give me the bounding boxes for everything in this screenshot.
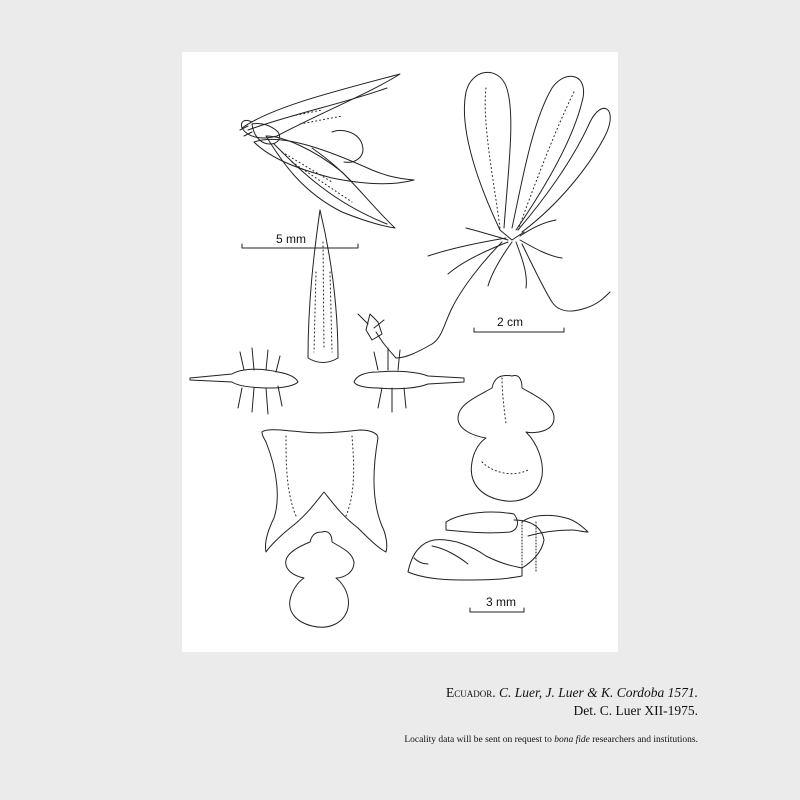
- illustration-plate: [182, 52, 618, 652]
- collectors-text: C. Luer, J. Luer & K. Cordoba 1571.: [498, 685, 698, 700]
- scale-label-5mm: 5 mm: [276, 232, 306, 246]
- collector-line: [446, 684, 698, 702]
- note-italic: bona fide: [554, 735, 590, 745]
- petals-drawing: [190, 348, 464, 414]
- sepal-drawing: [308, 210, 338, 363]
- flower-scale-bar: [242, 232, 358, 248]
- determination-line: Det. C. Luer XII-1975.: [573, 703, 698, 718]
- botanical-drawing: [182, 52, 618, 652]
- specimen-caption: [446, 684, 698, 720]
- country-label: Ecuador.: [445, 685, 496, 700]
- locality-note: [404, 735, 698, 745]
- synsepal-drawing: [262, 430, 387, 552]
- plant-scale-bar: [474, 315, 564, 332]
- note-before: Locality data will be sent on request to: [404, 735, 555, 745]
- column-lateral-drawing: [408, 512, 588, 580]
- scale-label-2cm: 2 cm: [497, 315, 524, 329]
- lip-front-drawing: [458, 376, 554, 502]
- scale-label-3mm: 3 mm: [486, 595, 516, 609]
- note-after: researchers and institutions.: [589, 735, 698, 745]
- lip-attached-drawing: [286, 531, 354, 627]
- lip-scale-bar: [470, 595, 524, 612]
- flower-drawing: [240, 74, 414, 228]
- plant-drawing: [358, 72, 610, 358]
